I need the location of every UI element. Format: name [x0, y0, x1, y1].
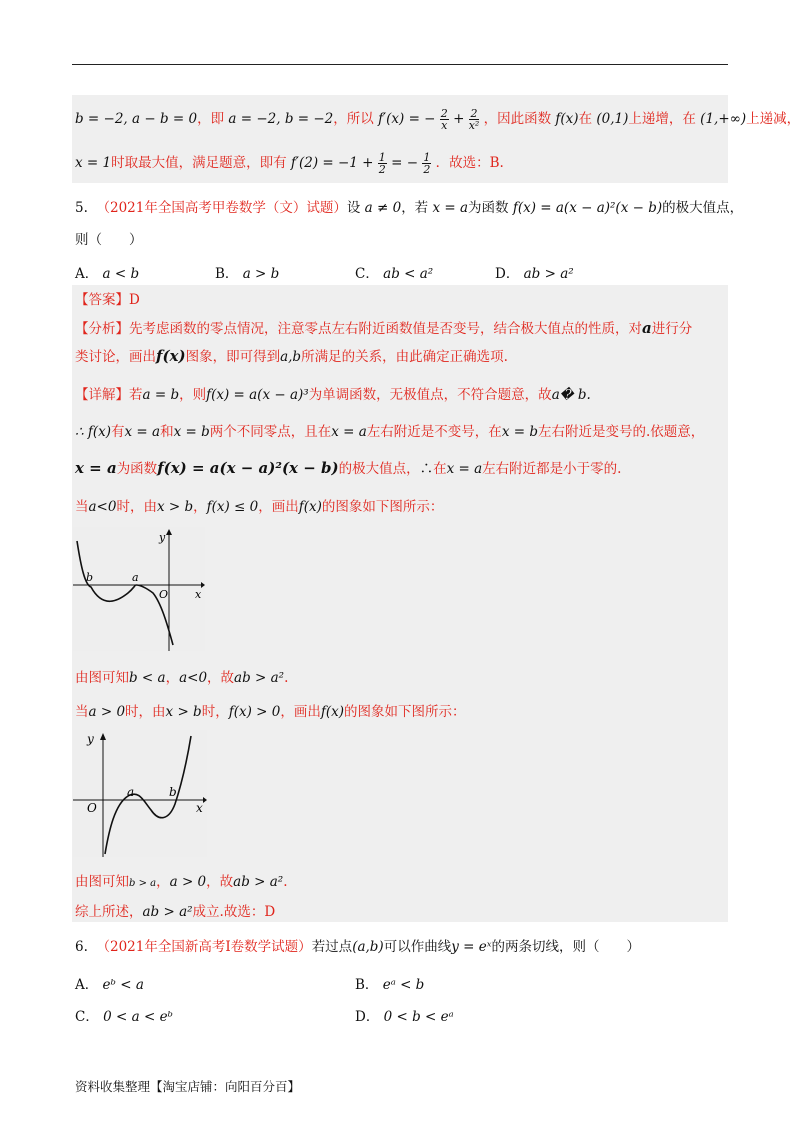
- final-conclusion-line: 综上所述，ab > a²成立.故选：D: [75, 904, 276, 920]
- q6-option-c: C． 0 < a < eᵇ: [75, 1009, 173, 1025]
- graph-2-x-arrow: [203, 797, 207, 803]
- graph-1-label-y: y: [159, 531, 166, 544]
- q5-option-d: D． ab > a²: [495, 266, 574, 282]
- graph-2-y-arrow: [100, 733, 106, 740]
- graph-2-svg: [73, 730, 207, 857]
- q6-stem: 6. （2021年全国新高考Ⅰ卷数学试题）若过点(a,b)可以作曲线y = eˣ的两条切线，则（ ）: [75, 939, 641, 955]
- footer-text: 资料收集整理【淘宝店铺：向阳百分百】: [75, 1079, 301, 1094]
- q5-stem-line-1: 5. （2021年全国高考甲卷数学（文）试题）设 a ≠ 0，若 x = a为函数 f(x) = a(x − a)²(x − b)的极大值点，: [75, 200, 744, 216]
- prev-solution-line-1: b = −2, a − b = 0，即 a = −2, b = −2，所以 f′(x) = − $\frac{2}{x}$ + $\frac{2}{\text{x²}}$ ，因此函数 f(x)在 (0,1)上递增，在 (1,+∞)上递减，: [75, 107, 800, 132]
- graph-2-label-a: a: [127, 785, 135, 799]
- graph-1-label-a: a: [132, 571, 139, 584]
- detail-line-2: ∴ f(x)有x = a和x = b两个不同零点，且在x = a左右附近是不变号，在x = b左右附近是变号的.依题意，: [75, 424, 705, 440]
- case1-line: 当a<0时，由x > b，f(x) ≤ 0，画出f(x)的图象如下图所示：: [75, 499, 444, 515]
- case2-line: 当a > 0时，由x > b时，f(x) > 0，画出f(x)的图象如下图所示：: [75, 704, 466, 720]
- q5-stem-line-2: 则（ ）: [75, 232, 143, 248]
- conclusion-1-line: 由图可知b < a，a<0，故ab > a².: [75, 670, 289, 686]
- graph-1-label-x: x: [195, 588, 202, 601]
- analysis-line-1: 【分析】先考虑函数的零点情况，注意零点左右附近函数值是否变号，结合极大值点的性质，对a进行分: [75, 319, 693, 337]
- prev-solution-line-2: x = 1时取最大值，满足题意，即有 f′(2) = −1 + $\frac{1}{2}$ = − $\frac{1}{2}$ ．故选：B.: [75, 151, 504, 176]
- graph-2-label-y: y: [87, 732, 94, 746]
- graph-1-label-o: O: [159, 588, 169, 601]
- analysis-line-2: 类讨论，画出f(x)图象，即可得到a,b所满足的关系，由此确定正确选项.: [75, 347, 508, 365]
- graph-case-a-positive: [73, 730, 207, 857]
- detail-line-3: x = a为函数f(x) = a(x − a)²(x − b)的极大值点，∴在x = a左右附近都是小于零的.: [75, 459, 622, 477]
- graph-1-svg: [73, 527, 205, 651]
- q5-option-c: C． ab < a²: [355, 266, 434, 282]
- conclusion-2-line: 由图可知b > a，a > 0，故ab > a².: [75, 874, 288, 890]
- q5-option-a: A． a < b: [75, 266, 140, 282]
- q5-option-b: B． a > b: [215, 266, 280, 282]
- q6-option-d: D． 0 < b < eᵃ: [355, 1009, 454, 1025]
- answer-line: 【答案】D: [75, 292, 140, 308]
- q6-option-b: B． eᵃ < b: [355, 977, 425, 993]
- graph-case-a-negative: [73, 527, 205, 651]
- graph-2-label-x: x: [196, 801, 203, 815]
- q6-option-a: A． eᵇ < a: [75, 977, 144, 993]
- graph-2-curve: [105, 736, 191, 854]
- graph-1-x-arrow: [201, 582, 205, 588]
- graph-1-label-b: b: [86, 571, 94, 584]
- header-rule: [72, 64, 728, 65]
- graph-2-label-b: b: [169, 785, 177, 799]
- graph-2-label-o: O: [87, 801, 97, 815]
- detail-line-1: 【详解】若a = b，则f(x) = a(x − a)³为单调函数，无极值点，不符合题意，故a� b.: [75, 387, 591, 403]
- graph-1-y-arrow: [166, 529, 172, 535]
